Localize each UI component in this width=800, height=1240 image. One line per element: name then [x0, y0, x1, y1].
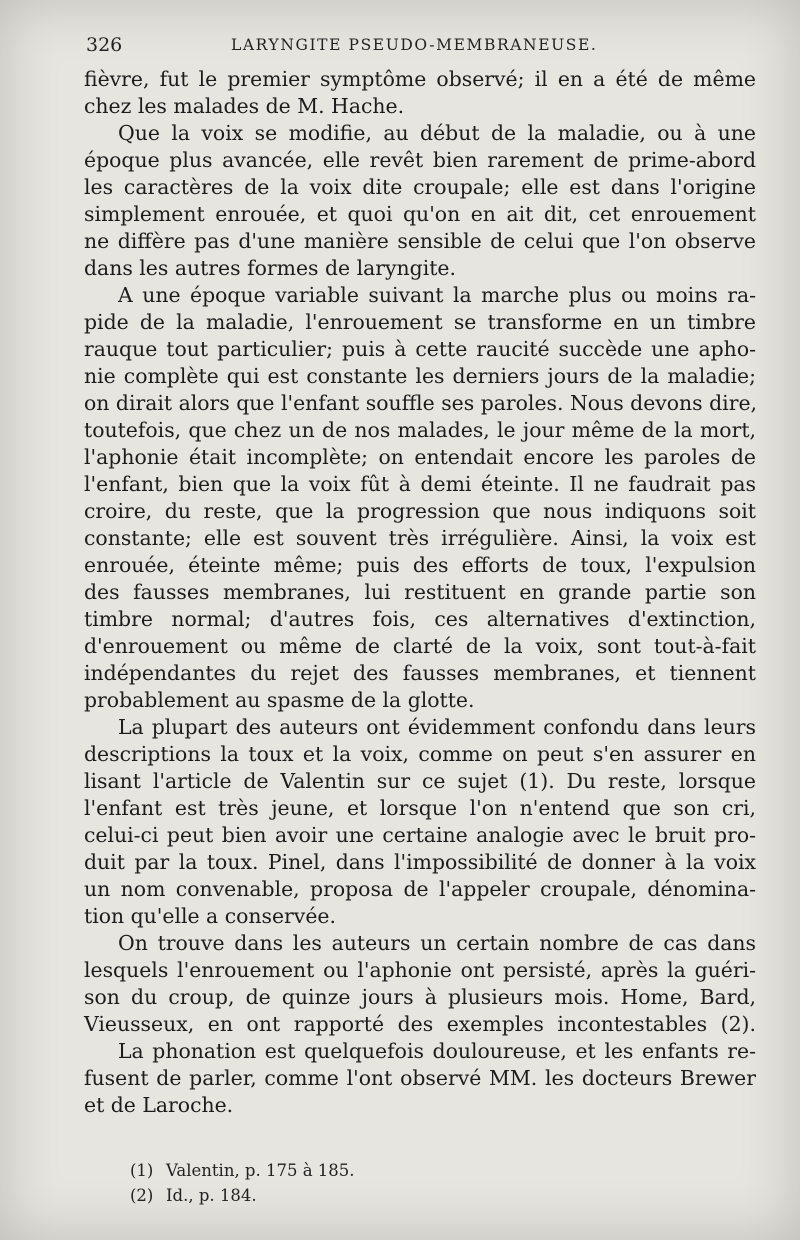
text-line: pide de la maladie, l'enrouement se transforme en un timbre	[84, 310, 756, 334]
text-line: timbre normal; d'autres fois, ces alternatives d'extinction,	[84, 607, 756, 631]
text-line: croire, du reste, que la progression que nous indiquons soit	[84, 499, 756, 523]
text-line: lesquels l'enrouement ou l'aphonie ont persisté, après la guéri-	[84, 958, 756, 982]
text-line: les caractères de la voix dite croupale; elle est dans l'origine	[84, 175, 756, 199]
text-line: descriptions la toux et la voix, comme on peut s'en assurer en	[84, 742, 756, 766]
text-line: probablement au spasme de la glotte.	[84, 688, 475, 712]
paragraph-first-line: On trouve dans les auteurs un certain nombre de cas dans	[118, 931, 756, 955]
page-header	[86, 34, 752, 58]
footnote-mark: (1)	[130, 1161, 154, 1180]
text-line: un nom convenable, proposa de l'appeler croupale, dénomina-	[84, 877, 756, 901]
text-line: des fausses membranes, lui restituent en grande partie son	[84, 580, 756, 604]
paragraph-first-line: La plupart des auteurs ont évidemment confondu dans leurs	[118, 715, 756, 739]
text-line: toutefois, que chez un de nos malades, le jour même de la mort,	[84, 418, 756, 442]
text-line: celui-ci peut bien avoir une certaine analogie avec le bruit pro-	[84, 823, 756, 847]
footnotes	[130, 1158, 355, 1208]
text-line: Vieusseux, en ont rapporté des exemples incontestables (2).	[84, 1012, 756, 1036]
text-line: époque plus avancée, elle revêt bien rarement de prime-abord	[84, 148, 756, 172]
text-line: chez les malades de M. Hache.	[84, 94, 405, 118]
footnote	[130, 1183, 355, 1208]
footnote-text: Id., p. 184.	[166, 1186, 257, 1205]
text-line: rauque tout particulier; puis à cette raucité succède une apho-	[84, 337, 756, 361]
text-line: son du croup, de quinze jours à plusieurs mois. Home, Bard,	[84, 985, 756, 1009]
text-line: dans les autres formes de laryngite.	[84, 256, 456, 280]
footnote-text: Valentin, p. 175 à 185.	[166, 1161, 355, 1180]
text-line: lisant l'article de Valentin sur ce sujet (1). Du reste, lorsque	[84, 769, 756, 793]
paragraph-first-line: Que la voix se modifie, au début de la maladie, ou à une	[118, 121, 756, 145]
footnote	[130, 1158, 355, 1183]
text-line: fièvre, fut le premier symptôme observé; il en a été de même	[84, 67, 756, 91]
paragraph-first-line: La phonation est quelquefois douloureuse, et les enfants re-	[118, 1039, 756, 1063]
text-line: l'enfant est très jeune, et lorsque l'on n'entend que son cri,	[84, 796, 756, 820]
text-line: duit par la toux. Pinel, dans l'impossibilité de donner à la voix	[84, 850, 756, 874]
footnote-mark: (2)	[130, 1186, 154, 1205]
text-line: on dirait alors que l'enfant souffle ses paroles. Nous devons dire,	[84, 391, 758, 415]
running-title: LARYNGITE PSEUDO-MEMBRANEUSE.	[231, 36, 598, 54]
text-line: d'enrouement ou même de clarté de la voix, sont tout-à-fait	[84, 634, 756, 658]
text-line: nie complète qui est constante les derniers jours de la maladie;	[84, 364, 756, 388]
paragraph-first-line: A une époque variable suivant la marche plus ou moins ra-	[118, 283, 756, 307]
text-line: ne diffère pas d'une manière sensible de celui que l'on observe	[84, 229, 756, 253]
page-number: 326	[86, 34, 123, 56]
text-line: tion qu'elle a conservée.	[84, 904, 336, 928]
body-text	[84, 66, 756, 1119]
text-line: enrouée, éteinte même; puis des efforts de toux, l'expulsion	[84, 553, 756, 577]
text-line: indépendantes du rejet des fausses membranes, et tiennent	[84, 661, 756, 685]
text-line: constante; elle est souvent très irrégulière. Ainsi, la voix est	[84, 526, 756, 550]
text-line: l'aphonie était incomplète; on entendait encore les paroles de	[84, 445, 756, 469]
text-line: et de Laroche.	[84, 1093, 234, 1117]
text-line: fusent de parler, comme l'ont observé MM. les docteurs Brewer	[84, 1066, 756, 1090]
text-line: l'enfant, bien que la voix fût à demi éteinte. Il ne faudrait pas	[84, 472, 756, 496]
text-line: simplement enrouée, et quoi qu'on en ait dit, cet enrouement	[84, 202, 756, 226]
